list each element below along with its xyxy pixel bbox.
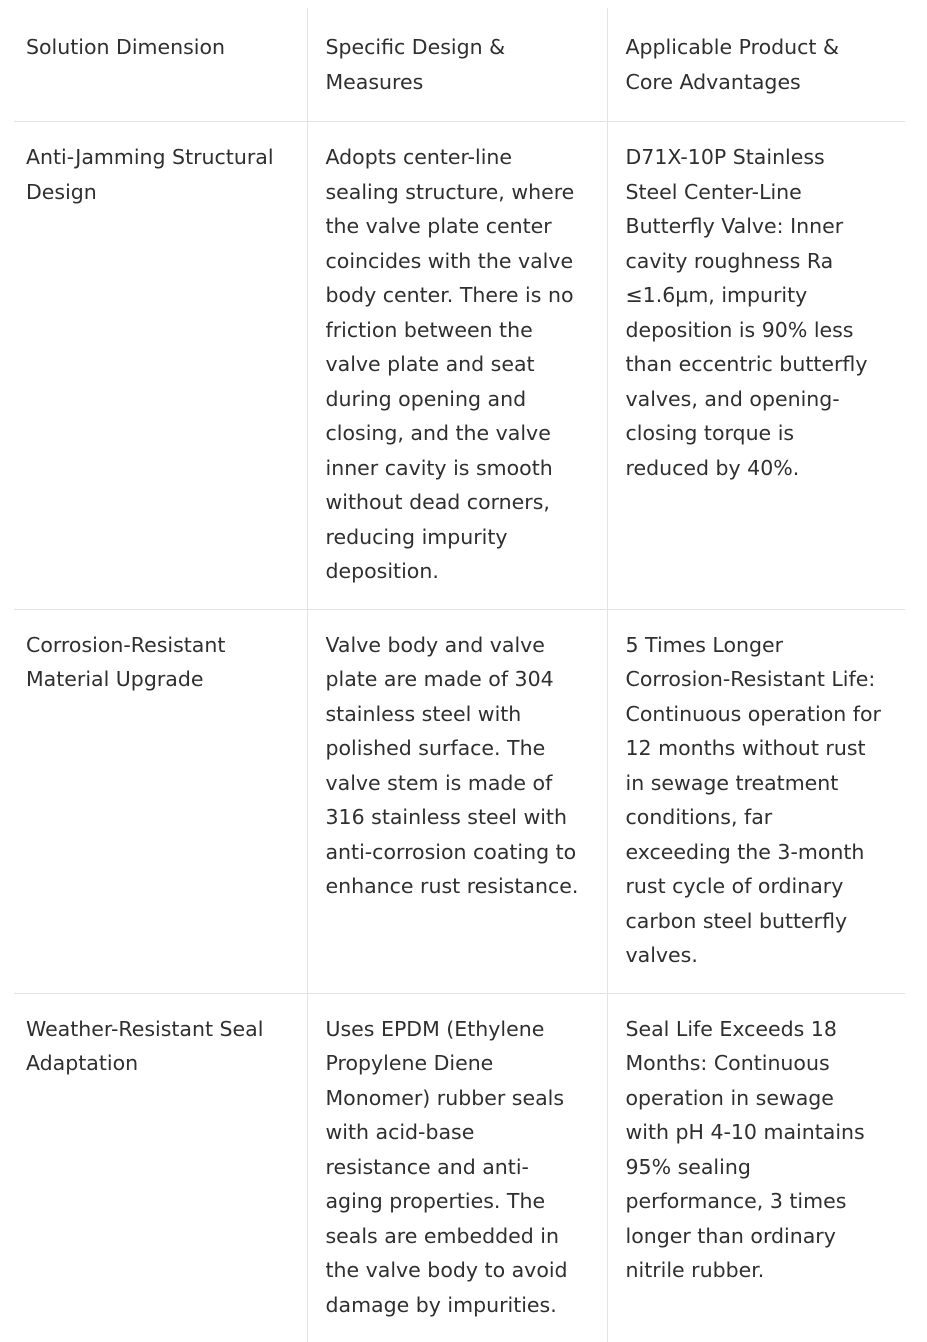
cell-text: Adopts center-line sealing structure, where the valve plate center coincides with the valve body center. There is no friction between the valve plate and seat during opening and closing, and the valve inner cavity is smooth without dead corners, reducing impurity deposition. [326,140,585,589]
cell-applicable-product-core-advantages [607,993,905,1342]
column-header-specific-design-measures [307,8,607,122]
table-header-row [14,8,905,122]
column-header-solution-dimension [14,8,307,122]
column-header-label: Solution Dimension [26,30,285,65]
cell-text: Seal Life Exceeds 18 Months: Continuous operation in sewage with pH 4-10 maintains 95% sealing performance, 3 times longer than ordinary nitrile rubber. [626,1012,884,1288]
table-header [14,8,905,122]
cell-solution-dimension [14,609,307,993]
column-header-applicable-product-core-advantages [607,8,905,122]
cell-applicable-product-core-advantages [607,609,905,993]
cell-solution-dimension [14,122,307,610]
cell-text: Valve body and valve plate are made of 304 stainless steel with polished surface. The valve stem is made of 316 stainless steel with anti-corrosion coating to enhance rust resistance. [326,628,585,904]
cell-text: 5 Times Longer Corrosion-Resistant Life: Continuous operation for 12 months without rust in sewage treatment conditions, far exceeding the 3-month rust cycle of ordinary carbon steel butterfly valves. [626,628,884,973]
cell-text: Uses EPDM (Ethylene Propylene Diene Monomer) rubber seals with acid-base resistance and anti-aging properties. The seals are embedded in the valve body to avoid damage by impurities. [326,1012,585,1323]
cell-specific-design-measures [307,122,607,610]
solution-table [14,8,905,1342]
cell-text: D71X-10P Stainless Steel Center-Line Butterfly Valve: Inner cavity roughness Ra ≤1.6μm, impurity deposition is 90% less than eccentric butterfly valves, and opening-closing torque is reduced by 40%. [626,140,884,485]
column-header-label: Applicable Product & Core Advantages [626,30,884,99]
cell-solution-dimension [14,993,307,1342]
table-row [14,122,905,610]
document-page [0,8,927,1264]
table-body [14,122,905,1342]
cell-specific-design-measures [307,993,607,1342]
column-header-label: Specific Design & Measures [326,30,585,99]
table-row [14,993,905,1342]
cell-applicable-product-core-advantages [607,122,905,610]
cell-specific-design-measures [307,609,607,993]
cell-text: Weather-Resistant Seal Adaptation [26,1012,285,1081]
table-row [14,609,905,993]
cell-text: Corrosion-Resistant Material Upgrade [26,628,285,697]
cell-text: Anti-Jamming Structural Design [26,140,285,209]
